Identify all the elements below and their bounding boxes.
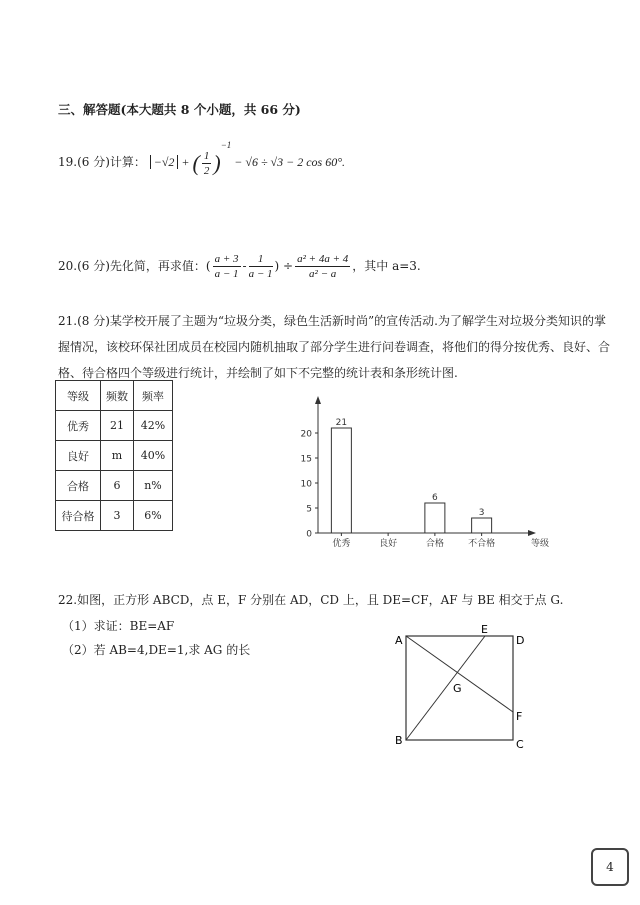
q20-fraction-2: $\frac{1}{a - 1}$ [248,253,273,280]
x-tick-label: 优秀 [332,539,351,549]
y-tick-label: 20 [300,429,312,440]
table-header-row [56,381,173,411]
x-tick-label: 不合格 [468,539,496,549]
q19-label: 19.(6 分)计算： [58,155,146,169]
point-label-c: C [516,738,524,751]
x-tick-label: 良好 [379,539,398,549]
data-label: 3 [478,508,485,518]
bar-chart [290,390,570,555]
bar [331,428,351,533]
y-tick-label: 10 [300,479,312,490]
x-tick-label: 合格 [425,539,444,549]
table-cell: 待合格 [56,501,101,531]
q19-expression: −√2 + ( $\frac{1}{2}$ )$^{-1}$ − √6 ÷ √3 − 2 cos 60°. [150,155,345,169]
table-cell: n% [134,471,173,501]
question-20: 20.(6 分)先化简，再求值：( $\frac{a + 3}{a - 1}$ - $\frac{1}{a - 1}$ ) ÷ $\frac{\text{a² + 4a + 4}}{\text{a² − a}}$ ，其中 a=3. [58,253,421,280]
segment-be [406,636,485,740]
table-header: 等级 [56,381,101,411]
table-cell: 良好 [56,441,101,471]
table-row [56,501,173,531]
y-tick-label: 15 [300,454,312,465]
table-row [56,441,173,471]
point-label-a: A [395,634,403,647]
page-number: 4 [591,848,629,886]
x-axis-arrow [528,530,536,536]
q20-label: 20.(6 分)先化简，再求值：( [58,259,211,273]
q21-line-2: 握情况，该校环保社团成员在校园内随机抽取了部分学生进行问卷调查，将他们的得分按优秀、良好、合 [58,340,611,354]
point-label-d: D [516,634,525,647]
table-cell: 6 [101,471,134,501]
table-header: 频数 [101,381,134,411]
table-cell: m [101,441,134,471]
y-tick-label: 0 [306,529,312,540]
table-cell: 42% [134,411,173,441]
q19-exponent: −1 [220,140,232,150]
q19-abs-value: −√2 [150,155,179,169]
square-figure [385,622,535,752]
statistics-table [55,380,173,531]
q20-fraction-1: $\frac{a + 3}{a - 1}$ [214,253,239,280]
q19-fraction: $\frac{1}{2}$ [203,149,210,177]
table-row [56,471,173,501]
point-label-e: E [481,623,488,636]
q20-tail: ，其中 a=3. [352,259,421,273]
table-header: 频率 [134,381,173,411]
point-label-f: F [516,710,523,723]
q22-part-2: （2）若 AB=4,DE=1,求 AG 的长 [62,643,251,657]
data-label: 21 [335,418,348,428]
bar [472,518,492,533]
q22-part-1: （1）求证：BE=AF [62,619,175,633]
y-axis-arrow [315,396,321,404]
question-19 [58,135,345,178]
table-cell: 优秀 [56,411,101,441]
q21-line-3: 格、待合格四个等级进行统计，并绘制了如下不完整的统计表和条形统计图. [58,366,458,380]
bar [425,503,445,533]
point-label-g: G [453,682,462,695]
q20-fraction-3: $\frac{\text{a² + 4a + 4}}{\text{a² − a}}$ [297,253,349,280]
point-label-b: B [395,734,403,747]
table-cell: 6% [134,501,173,531]
q19-rest: − √6 ÷ √3 − 2 cos 60° [234,155,343,169]
section-title: 三、解答题(本大题共 8 个小题，共 66 分) [58,102,301,117]
table-cell: 40% [134,441,173,471]
table-cell: 合格 [56,471,101,501]
q21-line-1: 21.(8 分)某学校开展了主题为“垃圾分类，绿色生活新时尚”的宣传活动.为了解学生对垃圾分类知识的掌 [58,314,606,328]
data-label: 6 [432,493,438,503]
y-tick-label: 5 [306,504,312,515]
table-row [56,411,173,441]
segment-af [406,636,513,712]
table-cell: 21 [101,411,134,441]
table-cell: 3 [101,501,134,531]
q22-line-1: 22.如图，正方形 ABCD，点 E，F 分别在 AD，CD 上，且 DE=CF，AF 与 BE 相交于点 G. [58,593,564,607]
x-axis-label: 等级 [530,539,550,549]
